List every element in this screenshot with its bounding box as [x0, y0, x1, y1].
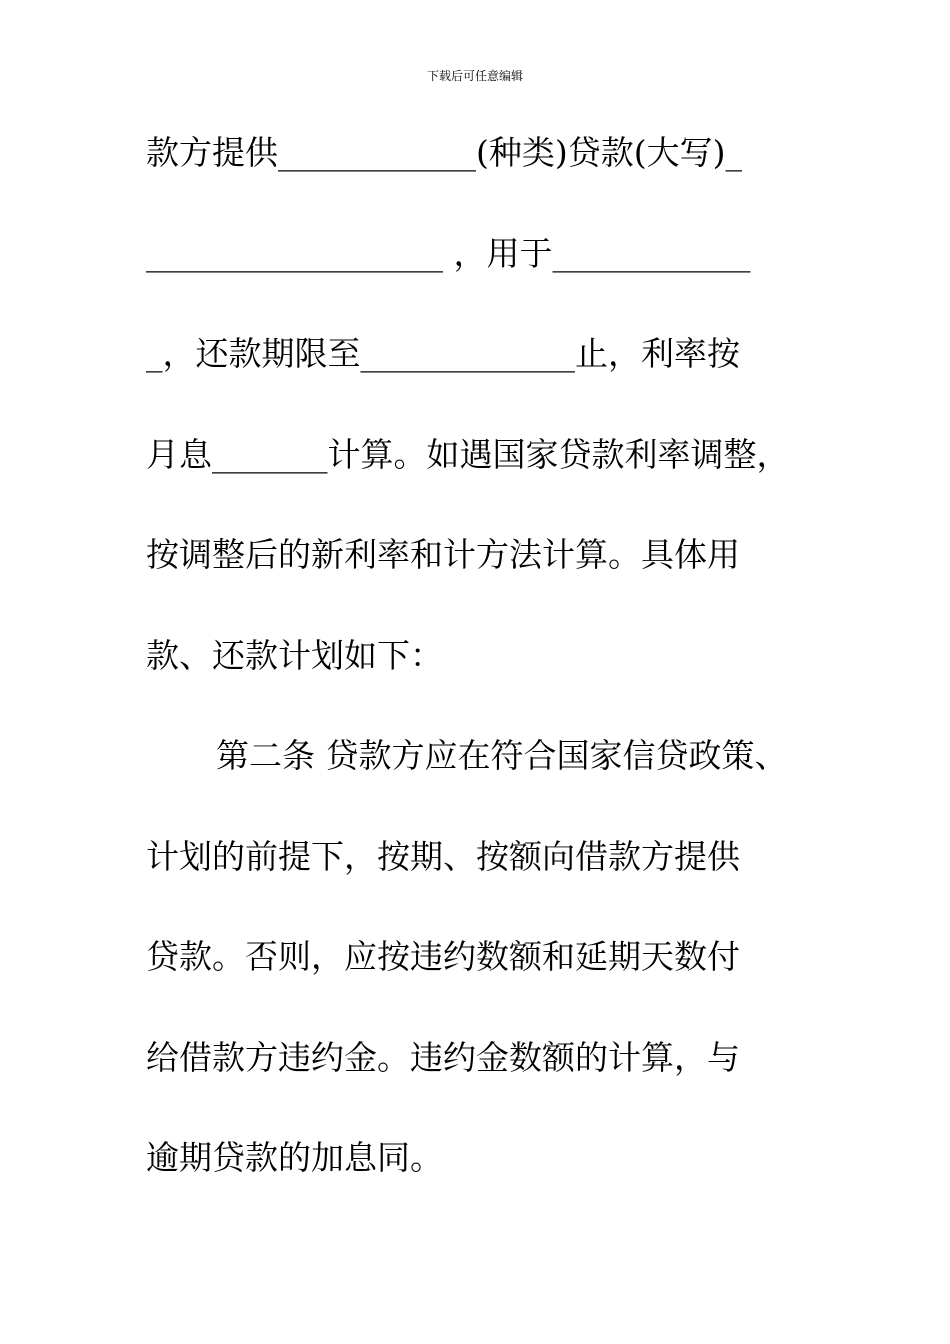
text-line: __________________ ，用于____________ [146, 233, 751, 273]
text-line: 款方提供____________(种类)贷款(大写)_ [146, 133, 742, 172]
document-body [146, 125, 836, 1231]
text-line: 计划的前提下，按期、按额向借款方提供 [146, 836, 740, 876]
text-line: _，还款期限至_____________止，利率按 [146, 334, 740, 373]
text-line: 按调整后的新利率和计方法计算。具体用 [146, 535, 740, 574]
text-line: 月息_______计算。如遇国家贷款利率调整， [146, 434, 790, 474]
article-two-heading-line: 第二条 贷款方应在符合国家信贷政策、 [216, 736, 788, 775]
text-line: 贷款。否则，应按违约数额和延期天数付 [146, 937, 740, 976]
text-line: 逾期贷款的加息同。 [146, 1138, 443, 1177]
page-header: 下载后可任意编辑 [426, 69, 523, 83]
text-line: 给借款方违约金。违约金数额的计算，与 [146, 1037, 740, 1077]
text-line: 款、还款计划如下： [146, 635, 443, 675]
